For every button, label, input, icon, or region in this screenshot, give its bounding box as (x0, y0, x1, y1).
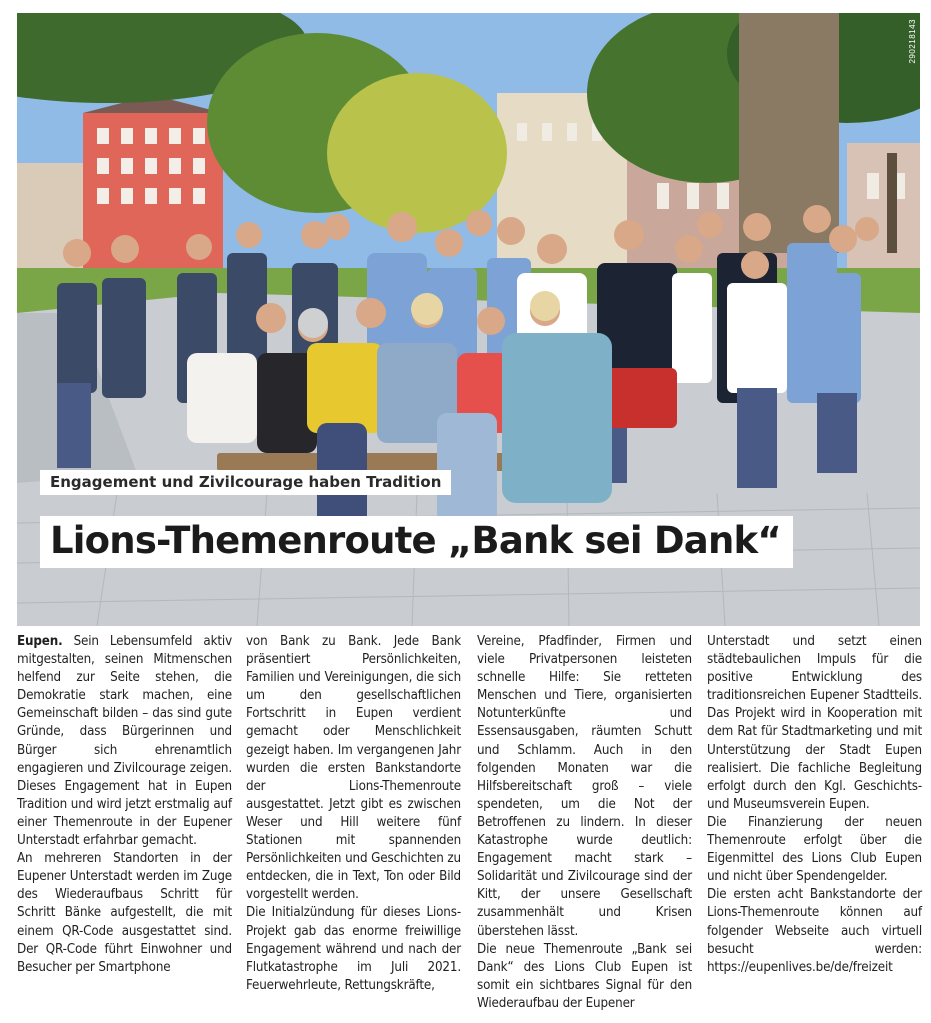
paragraph: von Bank zu Bank. Jede Bank präsentiert Persönlichkeiten, Familien und Vereinigungen, die sich um den gesellschaftlichen Fortschritt in Eupen verdient gemacht oder Menschlichkeit gezeigt haben. Im vergangenen Jahr wurden die ersten Bankstandorte der Lions-Themenroute ausgestattet. Jetzt gibt es zwischen Weser und Hill weitere fünf Stationen mit spannenden Persönlichkeiten und Geschichten zu entdecken, die in Text, Ton oder Bild vorgestellt werden. (246, 634, 461, 903)
column-4 (707, 633, 922, 977)
headline: Lions-Themenroute „Bank sei Dank“ (40, 516, 793, 568)
paragraph (17, 633, 232, 850)
dateline: Eupen. (17, 634, 63, 649)
paragraph: Die neue Themenroute „Bank sei Dank“ des Lions Club Eupen ist somit ein sichtbares Signal für den Wiederaufbau der Eupener (477, 941, 692, 1011)
paragraph: Die Finanzierung der neuen Themenroute erfolgt über die Eigenmittel des Lions Club Eupen und nicht über Spendengelder. (707, 814, 922, 885)
paragraph: An mehreren Standorten in der Eupener Unterstadt werden im Zuge des Wiederaufbaus Schritt für Schritt Bänke aufgestellt, die mit einem QR-Code ausgestattet sind. Der QR-Code führt Einwohner und Besucher per Smartphone (17, 851, 232, 975)
article-body (17, 633, 920, 1019)
paragraph: Die Initialzündung für dieses Lions-Projekt gab das enorme freiwillige Engagement während und nach der Flutkatastrophe im Juli 2021. Feuerwehrleute, Rettungskräfte, (246, 905, 461, 993)
paragraph-text: Sein Lebensumfeld aktiv mitgestalten, seinen Mitmenschen helfend zur Seite stehen, die Demokratie stark machen, eine Gemeinschaft bilden – das sind gute Gründe, dass Bürgerinnen und Bürger sich ehrenamtlich engagieren und Zivilcourage zeigen. Dieses Engagement hat in Eupen Tradition und wird jetzt erstmalig auf einer Themenroute in der Eupener Unterstadt erfahrbar gemacht. (17, 634, 232, 849)
paragraph: Die ersten acht Bankstandorte der Lions-Themenroute können auf folgender Webseite auch virtuell besucht werden: https://eupenlives.be/de/freizeit (707, 887, 922, 975)
photo-id-code: 290218143 (908, 19, 917, 64)
kicker: Engagement und Zivilcourage haben Tradition (40, 470, 451, 495)
column-3 (477, 633, 692, 1013)
column-1 (17, 633, 232, 977)
paragraph: Vereine, Pfadfinder, Firmen und viele Privatpersonen leisteten schnelle Hilfe: Sie retteten Menschen und Tiere, organisierten Notunterkünfte und Essensausgaben, räumten Schutt und Schlamm. Auch in den folgenden Monaten war die Hilfsbereitschaft groß – viele spendeten, um die Not der Betroffenen zu lindern. In dieser Katastrophe wurde deutlich: Engagement macht stark – Solidarität und Zivilcourage sind der Kitt, der unsere Gesellschaft zusammenhält und Krisen überstehen lässt. (477, 634, 692, 939)
column-2 (246, 633, 461, 995)
paragraph: Unterstadt und setzt einen städtebaulichen Impuls für die positive Entwicklung des traditionsreichen Eupener Stadtteils. Das Projekt wird in Kooperation mit dem Rat für Stadtmarketing und mit Unterstützung der Stadt Eupen realisiert. Die fachliche Begleitung erfolgt durch den Kgl. Geschichts- und Museumsverein Eupen. (707, 634, 922, 812)
